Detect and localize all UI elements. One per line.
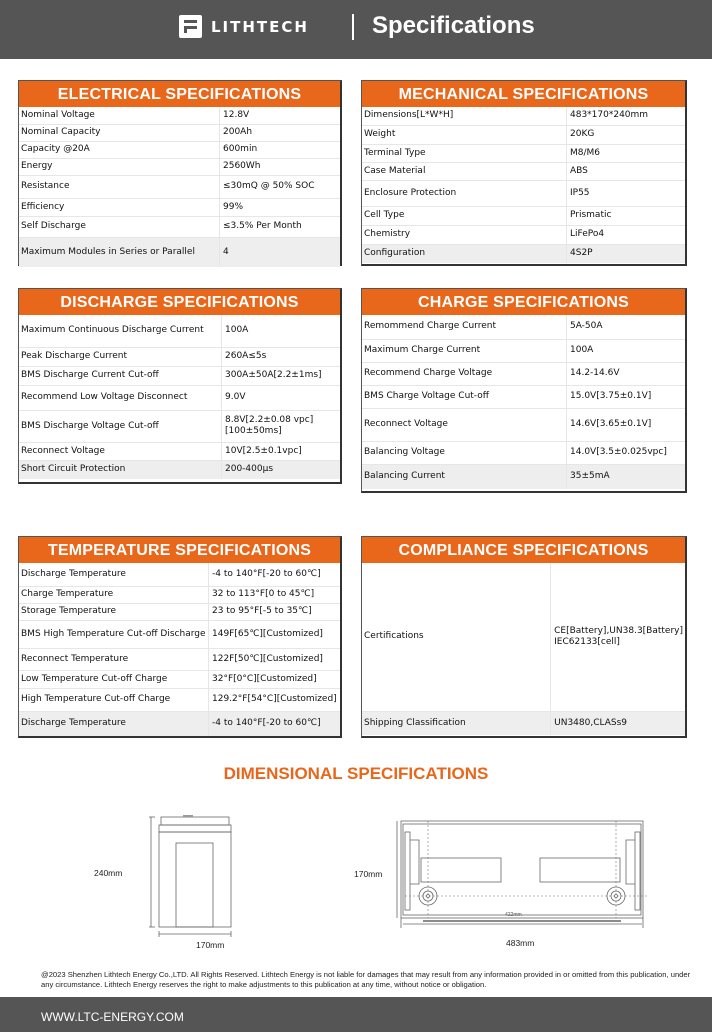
spec-label: BMS High Temperature Cut-off Discharge <box>19 620 209 648</box>
spec-row <box>362 408 685 441</box>
discharge-spec-table <box>19 315 340 479</box>
dimensional-specifications-title: DIMENSIONAL SPECIFICATIONS <box>223 764 489 783</box>
spec-label: Remommend Charge Current <box>362 315 567 339</box>
spec-row <box>362 711 685 735</box>
spec-value: 99% <box>220 198 341 216</box>
right-handle-outline <box>635 832 640 910</box>
charge-spec-table <box>362 315 685 489</box>
spec-row <box>19 141 340 158</box>
spec-value: 32 to 113°F[0 to 45℃] <box>209 586 341 603</box>
spec-value: 149F[65℃][Customized] <box>209 620 341 648</box>
spec-value: IP55 <box>567 180 686 206</box>
spec-label: Storage Temperature <box>19 603 209 620</box>
spec-label: Configuration <box>362 244 567 263</box>
spec-row <box>19 366 340 385</box>
compliance-specifications-panel <box>361 536 687 738</box>
spec-label: Self Discharge <box>19 216 220 237</box>
spec-row <box>362 144 685 162</box>
right-cell-window <box>540 858 620 882</box>
panel-title: COMPLIANCE SPECIFICATIONS <box>362 537 685 563</box>
spec-value: 15.0V[3.75±0.1V] <box>567 385 686 408</box>
spec-label: Discharge Temperature <box>19 563 209 586</box>
spec-label: Dimensions[L*W*H] <box>362 107 567 125</box>
mechanical-spec-table <box>362 107 685 263</box>
electrical-spec-table <box>19 107 340 267</box>
spec-row <box>19 124 340 141</box>
temperature-specifications-panel <box>18 536 342 738</box>
spec-row <box>362 385 685 408</box>
spec-value: 300A±50A[2.2±1ms] <box>222 366 341 385</box>
spec-value: ABS <box>567 162 686 180</box>
spec-row <box>19 198 340 216</box>
terminal-spacing-label: 422mm <box>505 912 522 918</box>
spec-label: Certifications <box>362 563 551 711</box>
spec-value: Prismatic <box>567 206 686 225</box>
spec-row <box>362 107 685 125</box>
spec-row <box>362 225 685 244</box>
spec-row <box>362 464 685 489</box>
header-divider <box>352 14 354 40</box>
spec-label: Energy <box>19 158 220 175</box>
spec-value: CE[Battery],UN38.3[Battery] IEC62133[cell] <box>551 563 685 711</box>
left-handle-outline <box>405 832 410 910</box>
spec-value: 260A≤5s <box>222 347 341 366</box>
lid-outline <box>161 817 229 825</box>
spec-row <box>362 441 685 464</box>
spec-row <box>362 244 685 263</box>
spec-label: Balancing Current <box>362 464 567 489</box>
spec-row <box>19 688 340 711</box>
spec-row <box>19 385 340 410</box>
spec-row <box>19 586 340 603</box>
top-depth-label: 170mm <box>354 869 383 879</box>
spec-value: 14.2-14.6V <box>567 362 686 385</box>
panel-title: DISCHARGE SPECIFICATIONS <box>19 289 340 315</box>
spec-value: 5A-50A <box>567 315 686 339</box>
spec-value: 200-400μs <box>222 460 341 479</box>
spec-row <box>362 180 685 206</box>
spec-value: 4S2P <box>567 244 686 263</box>
header-bar <box>0 0 712 59</box>
spec-value: 35±5mA <box>567 464 686 489</box>
spec-value: 600min <box>220 141 341 158</box>
terminal-mark <box>183 815 193 817</box>
case-outer-outline <box>401 821 643 918</box>
spec-label: Recommend Charge Voltage <box>362 362 567 385</box>
footer-bar <box>0 997 712 1032</box>
spec-value: 200Ah <box>220 124 341 141</box>
spec-value: 32°F[0°C][Customized] <box>209 670 341 688</box>
spec-label: Nominal Voltage <box>19 107 220 124</box>
spec-label: Shipping Classification <box>362 711 551 735</box>
copyright-disclaimer: @2023 Shenzhen Lithtech Energy Co.,LTD. All Rights Reserved. Lithtech Energy is not liable for damages that may result from any information provided in or omitted from this publication, under any circumstance. Lithtech Energy reserves the right to make adjustments to this publication at any time, without notice or obligation. <box>41 970 691 989</box>
spec-row <box>19 620 340 648</box>
spec-value: -4 to 140°F[-20 to 60℃] <box>209 563 341 586</box>
spec-label: Nominal Capacity <box>19 124 220 141</box>
electrical-specifications-panel <box>18 80 342 266</box>
spec-label: Case Material <box>362 162 567 180</box>
case-outline <box>159 832 231 927</box>
spec-value: 14.6V[3.65±0.1V] <box>567 408 686 441</box>
spec-row <box>19 107 340 124</box>
spec-row <box>19 711 340 736</box>
spec-row <box>19 347 340 366</box>
spec-row <box>362 563 685 711</box>
spec-row <box>19 216 340 237</box>
spec-row <box>362 339 685 362</box>
charge-specifications-panel <box>361 288 687 493</box>
spec-label: Maximum Modules in Series or Parallel <box>19 237 220 267</box>
spec-label: Balancing Voltage <box>362 441 567 464</box>
mechanical-specifications-panel <box>361 80 687 266</box>
spec-row <box>19 442 340 460</box>
brand-logo <box>179 15 309 38</box>
battery-side-view-drawing <box>145 815 245 940</box>
spec-label: Terminal Type <box>362 144 567 162</box>
brand-name: LITHTECH <box>211 17 309 36</box>
spec-value: ≤30mQ @ 50% SOC <box>220 175 341 198</box>
left-cell-window <box>421 858 501 882</box>
spec-row <box>19 670 340 688</box>
spec-row <box>19 315 340 347</box>
discharge-specifications-panel <box>18 288 342 484</box>
spec-value: M8/M6 <box>567 144 686 162</box>
lithtech-logo-icon <box>179 15 202 38</box>
spec-value: 100A <box>567 339 686 362</box>
page-title: Specifications <box>372 12 535 39</box>
spec-value: 23 to 95°F[-5 to 35℃] <box>209 603 341 620</box>
spec-row <box>19 237 340 267</box>
spec-label: Reconnect Voltage <box>19 442 222 460</box>
spec-label: Capacity @20A <box>19 141 220 158</box>
spec-label: Weight <box>362 125 567 144</box>
spec-value: 483*170*240mm <box>567 107 686 125</box>
spec-value: -4 to 140°F[-20 to 60℃] <box>209 711 341 736</box>
spec-value: 129.2°F[54°C][Customized] <box>209 688 341 711</box>
spec-value: ≤3.5% Per Month <box>220 216 341 237</box>
spec-value: 10V[2.5±0.1vpc] <box>222 442 341 460</box>
lid-rim-outline <box>159 825 231 832</box>
spec-label: Maximum Continuous Discharge Current <box>19 315 222 347</box>
spec-label: Peak Discharge Current <box>19 347 222 366</box>
spec-value: 100A <box>222 315 341 347</box>
spec-value: 9.0V <box>222 385 341 410</box>
spec-value: 2560Wh <box>220 158 341 175</box>
spec-row <box>362 315 685 339</box>
spec-label: BMS Discharge Voltage Cut-off <box>19 410 222 442</box>
spec-label: Resistance <box>19 175 220 198</box>
spec-label: Enclosure Protection <box>362 180 567 206</box>
spec-label: Charge Temperature <box>19 586 209 603</box>
spec-label: Efficiency <box>19 198 220 216</box>
temperature-spec-table <box>19 563 340 736</box>
spec-row <box>19 563 340 586</box>
spec-row <box>362 206 685 225</box>
spec-label: Chemistry <box>362 225 567 244</box>
battery-top-view-drawing <box>395 818 650 935</box>
compliance-spec-table <box>362 563 685 735</box>
spec-value: 4 <box>220 237 341 267</box>
spec-label: Reconnect Voltage <box>362 408 567 441</box>
panel-title: TEMPERATURE SPECIFICATIONS <box>19 537 340 563</box>
spec-row <box>19 648 340 670</box>
label-panel-outline <box>176 843 213 927</box>
spec-value: 14.0V[3.5±0.025vpc] <box>567 441 686 464</box>
top-length-label: 483mm <box>506 938 535 948</box>
website-link[interactable]: WWW.LTC-ENERGY.COM <box>41 1010 184 1024</box>
spec-label: Recommend Low Voltage Disconnect <box>19 385 222 410</box>
side-height-label: 240mm <box>94 868 123 878</box>
case-inner-outline <box>403 824 641 915</box>
spec-row <box>19 410 340 442</box>
spec-row <box>19 603 340 620</box>
spec-value: LiFePo4 <box>567 225 686 244</box>
spec-label: Maximum Charge Current <box>362 339 567 362</box>
spec-value: 8.8V[2.2±0.08 vpc][100±50ms] <box>222 410 341 442</box>
spec-row <box>19 158 340 175</box>
spec-label: Low Temperature Cut-off Charge <box>19 670 209 688</box>
panel-title: MECHANICAL SPECIFICATIONS <box>362 81 685 107</box>
spec-label: Discharge Temperature <box>19 711 209 736</box>
spec-value: UN3480,CLASs9 <box>551 711 685 735</box>
spec-label: BMS Charge Voltage Cut-off <box>362 385 567 408</box>
spec-value: 122F[50℃][Customized] <box>209 648 341 670</box>
spec-label: Reconnect Temperature <box>19 648 209 670</box>
spec-value: 20KG <box>567 125 686 144</box>
spec-row <box>362 162 685 180</box>
panel-title: CHARGE SPECIFICATIONS <box>362 289 685 315</box>
spec-label: BMS Discharge Current Cut-off <box>19 366 222 385</box>
side-width-label: 170mm <box>196 940 225 950</box>
spec-value: 12.8V <box>220 107 341 124</box>
panel-title: ELECTRICAL SPECIFICATIONS <box>19 81 340 107</box>
spec-row <box>362 362 685 385</box>
spec-row <box>362 125 685 144</box>
spec-row <box>19 175 340 198</box>
spec-label: Cell Type <box>362 206 567 225</box>
spec-label: High Temperature Cut-off Charge <box>19 688 209 711</box>
spec-label: Short Circuit Protection <box>19 460 222 479</box>
spec-row <box>19 460 340 479</box>
